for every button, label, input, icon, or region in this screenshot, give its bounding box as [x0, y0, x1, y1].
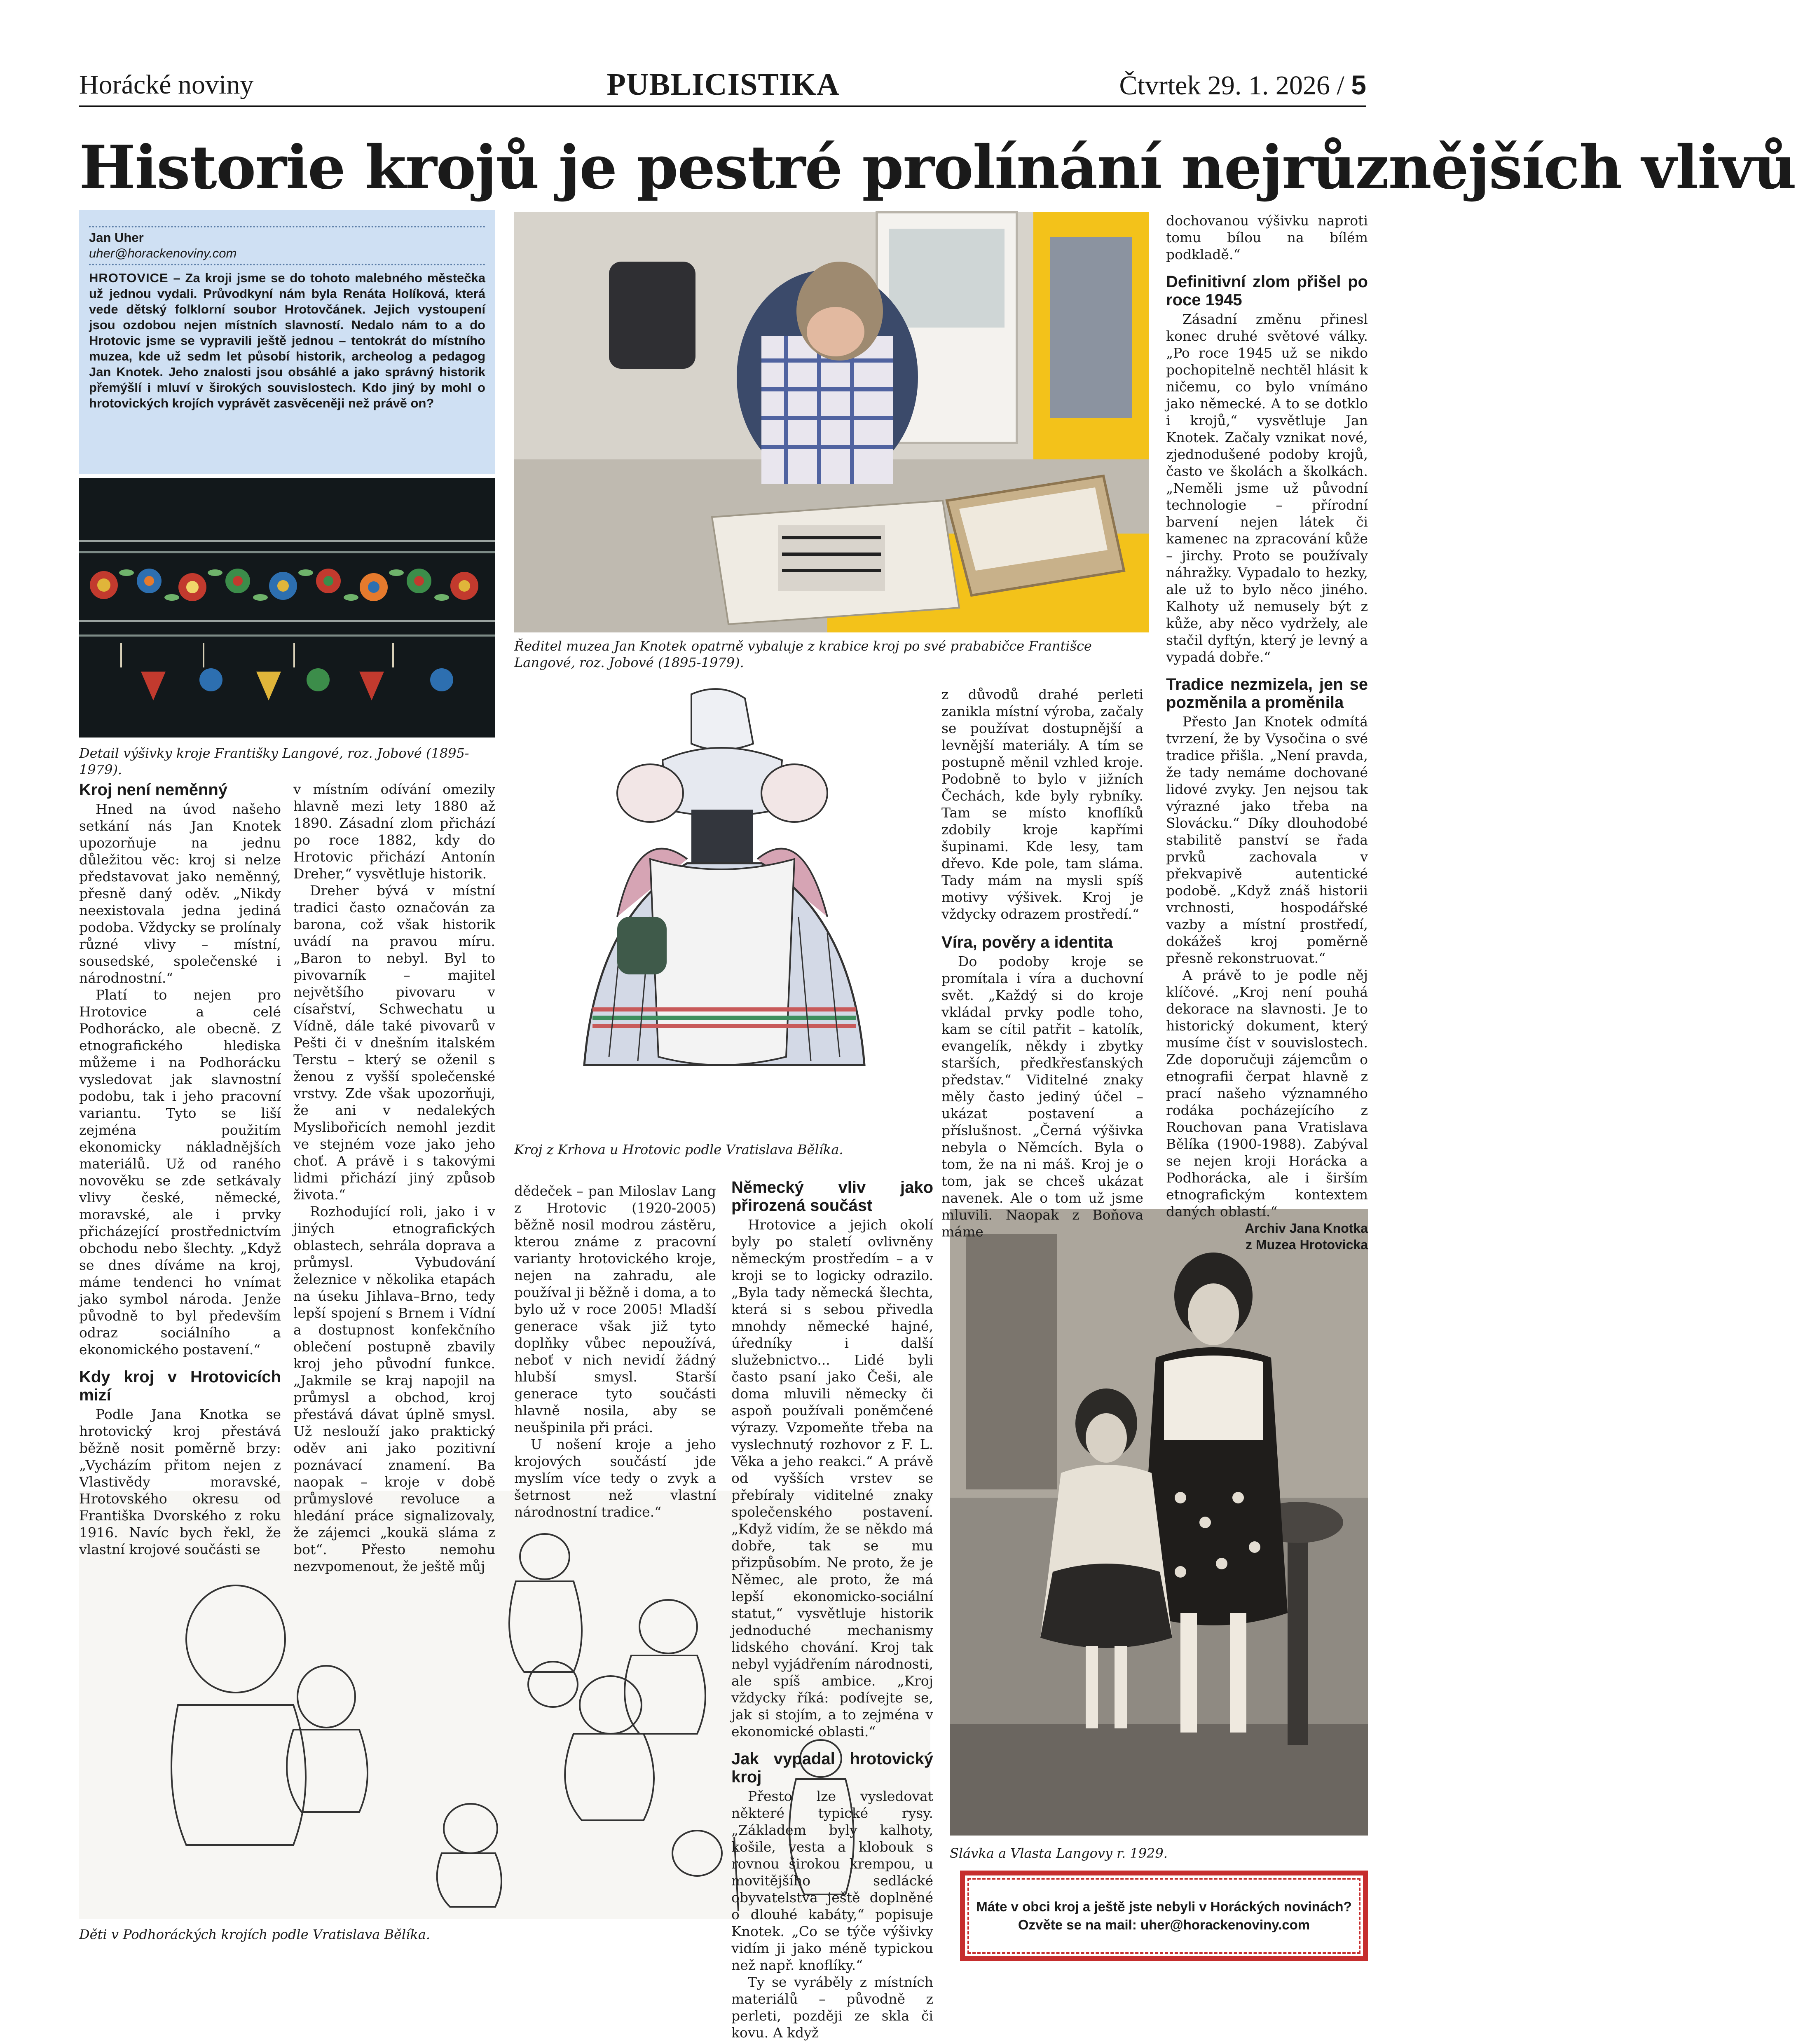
- subheading: Definitivní zlom přišel po roce 1945: [1166, 273, 1368, 309]
- costume-drawing-illustration: [514, 686, 930, 1135]
- issue-date: [1119, 69, 1366, 101]
- column-4-bottom: [731, 1178, 933, 2041]
- lead-paragraph: [89, 270, 485, 411]
- headline: Historie krojů je pestré prolínání nejrůznějších vlivů: [79, 133, 1796, 203]
- column-5: [1166, 212, 1368, 1253]
- column-2: [293, 781, 495, 1575]
- paragraph: Podle Jana Knotka se hrotovický kroj přestává běžně nosit poměrně brzy: „Vycházím přitom nejen z Vlastivědy moravské, Hrotovského okresu od Františka Dvorského z roku 1916. Navíc bych řekl, že vlastní krojové součásti se: [79, 1406, 281, 1557]
- column-3: [514, 1182, 716, 1520]
- paragraph: Přesto lze vysledovat některé typické rysy. „Základem byly kalhoty, košile, vesta a klobouk s rovnou širokou krempou, u movitějšího sedlácké obyvatelstva ještě doplněné o dlouhé kabáty,“ popisuje Knotek. „Co se týče výšivky vidím ji jako méně typickou než např. knoflíky.“: [731, 1788, 933, 1973]
- paragraph: Dreher bývá v místní tradici často označován za barona, což však historik uvádí na pravou míru. „Baron to nebyl. Byl to pivovarník – majitel největšího pivovaru v císařství, Schwechatu u Vídně, dále také pivovarů v Pešti či v dnešním italském Terstu – který se oženil s ženou z vyšší společenské vrstvy. Zde však upozorňuji, že ani v nedalekých Myslibořicích nemohl jezdit ve stejném voze jako jeho choť. A právě i s takovými lidmi přichází jiný způsob života.“: [293, 883, 495, 1203]
- paragraph: A právě to je podle něj klíčové. „Kroj není pouhá dekorace na slavnosti. Je to historický dokument, který musíme číst v souvislostech. Zde doporučuji zájemcům o etnografii čerpat hlavně z prací našeho významného rodáka pocházejícího z Rouchovan pana Vratislava Bělíka (1900-1988). Zabýval se nejen kroji Horácka a Podhorácka, ale i širším etnografickým kontextem daných oblastí.“: [1166, 967, 1368, 1220]
- paragraph: Přesto Jan Knotek odmítá tvrzení, že by Vysočina o své tradice přišla. „Není pravda, že tady nemáme dochované lidové zvyky. Jen nejsou tak výrazné jako třeba na Slovácku.“ Díky dlouhodobé stabilitě panství se řada prvků zachovala v překvapivě autentické podobě. „Když znáš historii vrchnosti, hospodářské vazby a místní prostředí, dokážeš kroj poměrně přesně rekonstruovat.“: [1166, 714, 1368, 966]
- dateline: HROTOVICE: [89, 271, 169, 285]
- callout-line[interactable]: Ozvěte se na mail: uher@horackenoviny.com: [1018, 1917, 1310, 1932]
- paragraph: U nošení kroje a jeho krojových součástí jde myslím více tedy o zvyk a šetrnost než vlastní národnostní tradice.“: [514, 1436, 716, 1520]
- paragraph: Rozhodující roli, jako i v jiných etnografických oblastech, sehrála doprava a průmysl. Vybudování železnice v několika etapách na úseku Jihlava–Brno, tedy lepší spojení s Brnem i Vídní a dostupnost konfekčního oblečení postupně zbavily kroj jeho původní funkce. „Jakmile se kraj napojil na průmysl a obchod, kroj přestává dávat úplně smysl. Už neslouží jako praktický oděv ani jako pozitivní poznávací znamení. Ba naopak – kroje v době průmyslové revoluce a hledání práce signalizovaly, že zájemci „koukä sláma z bot“. Přesto nemohu nezvpomenout, že ještě můj: [293, 1203, 495, 1574]
- header-rule: [79, 105, 1366, 107]
- dotted-separator: [89, 226, 485, 227]
- paragraph: dochovanou výšivku naproti tomu bílou na bílém podkladě.“: [1166, 213, 1368, 262]
- costume-caption: Kroj z Krhova u Hrotovic podle Vratislava Bělíka.: [514, 1142, 843, 1157]
- subheading: Kroj není neměnný: [79, 781, 228, 799]
- girls-caption: Slávka a Vlasta Langovy r. 1929.: [950, 1845, 1168, 1861]
- subheading: Jak vypadal hrotovický kroj: [731, 1750, 933, 1786]
- children-caption: Děti v Podhoráckých krojích podle Vratislava Bělíka.: [79, 1927, 431, 1942]
- date-text: Čtvrtek 29. 1. 2026 /: [1119, 70, 1344, 101]
- museum-photo-illustration: [514, 212, 1149, 632]
- column-1: [79, 781, 281, 1558]
- paragraph: Ty se vyráběly z místních materiálů – původně z perleti, později ze skla či kovu. A když: [731, 1974, 933, 2041]
- embroidery-caption: Detail výšivky kroje Františky Langové, roz. Jobové (1895-1979).: [79, 745, 469, 777]
- newspaper-name: Horácké noviny: [79, 70, 254, 100]
- paragraph: Platí to nejen pro Hrotovice a celé Podhorácko, ale obecně. Z etnografického hlediska můžeme i na Podhorácku vysledovat jak slavnostní podobu, tak i jeho pracovní variantu. Tyto se liší zejména použitím ekonomicky nákladnějších materiálů. Už od raného novověku se zde setkávaly vlivy české, německé, moravské, ale i prvky přicházející prostřednictvím obchodu nebo šlechty. „Když se dnes díváme na kroj, máme tendenci ho vnímat jako symbol národa. Jenže původně to byl především odraz sociálního a ekonomického postavení.“: [79, 987, 281, 1358]
- section-title: PUBLICISTIKA: [606, 67, 840, 102]
- photo-credit: [1166, 1220, 1368, 1253]
- subheading: Kdy kroj v Hrotovicích mizí: [79, 1368, 281, 1404]
- lead-body: – Za kroji jsme se do tohoto malebného městečka už jednou vydali. Průvodkyní nám byla Renáta Holíková, která vede dětský folklorní soubor Hrotovčánek. Jejich vystoupení jsou ozdobou nejen místních slavností. Nedalo nám to a do Hrotovic jsme se vypravili ještě jednou – tentokrát do místního muzea, kde už sedm let působí historik, archeolog a pedagog Jan Knotek. Jeho znalosti jsou obsáhlé a jako správný historik přemýšlí i mluví v širokých souvislostech. Kdo jiný by mohl o hrotovických krojích vyprávět zasvěceněji než právě on?: [89, 271, 485, 410]
- author-email[interactable]: uher@horackenoviny.com: [89, 246, 237, 260]
- director-photo: [514, 212, 1149, 632]
- dotted-separator: [89, 264, 485, 265]
- credit-line: Archiv Jana Knotka: [1245, 1221, 1368, 1236]
- embroidery-photo: [79, 478, 495, 738]
- paragraph: v místním odívání omezily hlavně mezi lety 1880 až 1890. Zásadní zlom přichází po roce 1882, kdy do Hrotovic přichází Antonín Dreher,“ vysvětluje historik.: [293, 781, 495, 882]
- subheading: Víra, pověry a identita: [941, 933, 1113, 951]
- paragraph: Do podoby kroje se promítala i víra a duchovní svět. „Každý si do kroje vkládal prvky podle toho, kam se cítil patřit – katolík, evangelík, někdy i zbytky starších, předkřesťanských představ.“ Viditelné znaky měly často jediný účel – ukázat postavení a příslušnost. „Černá výšivka nebyla o Němcích. Byla o tom, že na ni máš. Kroj je o tom, jak se chceš ukázat navenek. Ale o tom už jsme mluvili. Naopak z Boňova máme: [941, 953, 1143, 1240]
- girls-photo-illustration: [950, 1209, 1368, 1836]
- paragraph: Hrotovice a jejich okolí byly po staletí ovlivněny německým prostředím – a v kroji se to logicky odrazilo. „Byla tady německá šlechta, která si s sebou přivedla mnohdy německé hajné, úředníky i další služebnictvo... Lidé byli často psaní jako Češi, ale doma mluvili německy či aspoň používali poněmčené výrazy. Vzpomeňte třeba na vyslechnutý rozhovor z F. L. Věka a jeho reakci.“ A právě od vyšších vrstev se přebíraly viditelné znaky společenského postavení. „Když vidím, že se někdo má dobře, tak se mu přizpůsobím. Ne proto, že je Němec, ale proto, že má lepší ekonomicko-sociální statut,“ vysvětluje historik jednoduché mechanismy lidského chování. Kroj tak nebyl vyjádřením národnosti, ale spíš ambice. „Kroj vždycky říká: podívejte se, jak si stojím, a to zejména v ekonomické oblasti.“: [731, 1217, 933, 1740]
- subheading: Německý vliv jako přirozená součást: [731, 1178, 933, 1215]
- credit-line: z Muzea Hrotovicka: [1246, 1237, 1368, 1252]
- paragraph: dědeček – pan Miloslav Lang z Hrotovic (1920-2005) běžně nosil modrou zástěru, kterou známe z pracovní varianty hrotovického kroje, nejen na zahradu, ale používal ji běžně i doma, a to bylo už v roce 2005! Mladší generace však již tyto doplňky vůbec nepoužívá, neboť v nich nevidí žádný hlubší smysl. Starší generace tyto součásti hlavně nosila, aby se neušpinila při práci.: [514, 1183, 716, 1435]
- page-number: 5: [1351, 70, 1366, 100]
- director-caption: Ředitel muzea Jan Knotek opatrně vybaluje z krabice kroj po své prababičce Františce Langové, roz. Jobové (1895-1979).: [514, 638, 1092, 670]
- author-name: Jan Uher: [89, 230, 144, 245]
- girls-photo: [950, 1209, 1368, 1836]
- callout-line: Máte v obci kroj a ještě jste nebyli v Horáckých novinách?: [976, 1899, 1352, 1914]
- lead-box: [79, 210, 495, 474]
- paragraph: z důvodů drahé perleti zanikla místní výroba, začaly se používat dostupnější a levnější materiály. A tím se postupně měnil vzhled kroje. Podobně to bylo v jižních Čechách, kde byly rybníky. Tam se místo knoflíků zdobily kroje kapřími šupinami. Kde lesy, tam dřevo. Kde pole, tam sláma. Tady mám na mysli spíš motivy výšivek. Kroj je vždycky odrazem prostředí.“: [941, 686, 1143, 922]
- embroidery-illustration: [79, 478, 495, 738]
- subheading: Tradice nezmizela, jen se pozměnila a proměnila: [1166, 675, 1368, 712]
- paragraph: Zásadní změnu přinesl konec druhé světové války. „Po roce 1945 už se nikdo pochopitelně nechtěl hlásit k ničemu, co bylo vnímáno jako německé. A to se dotklo i krojů,“ vysvětluje Jan Knotek. Začaly vznikat nové, zjednodušené podoby krojů, často ve školách a školkách. „Neměli jsme už původní technologie – přírodní barvení nejen látek či kamenec na zpracování kůže – jirchy. Proto se používaly náhražky. Vypadalo to hezky, ale už to bylo něco jiného. Kalhoty už nemusely být z kůže, aby něco vydržely, ale stačil dyftýn, který je levný a vypadá dobře.“: [1166, 311, 1368, 665]
- column-4-top: [941, 686, 1143, 1240]
- costume-drawing: [514, 686, 930, 1135]
- paragraph: Hned na úvod našeho setkání nás Jan Knotek upozorňuje na jednu důležitou věc: kroj si nelze představovat jako neměnný, přesně daný oděv. „Nikdy neexistovala jedna jediná podoba. Vždycky se prolínaly různé vlivy – místní, sousedské, společenské i národnostní.“: [79, 801, 281, 986]
- callout-text: [976, 1898, 1352, 1934]
- contact-callout: [960, 1871, 1368, 1961]
